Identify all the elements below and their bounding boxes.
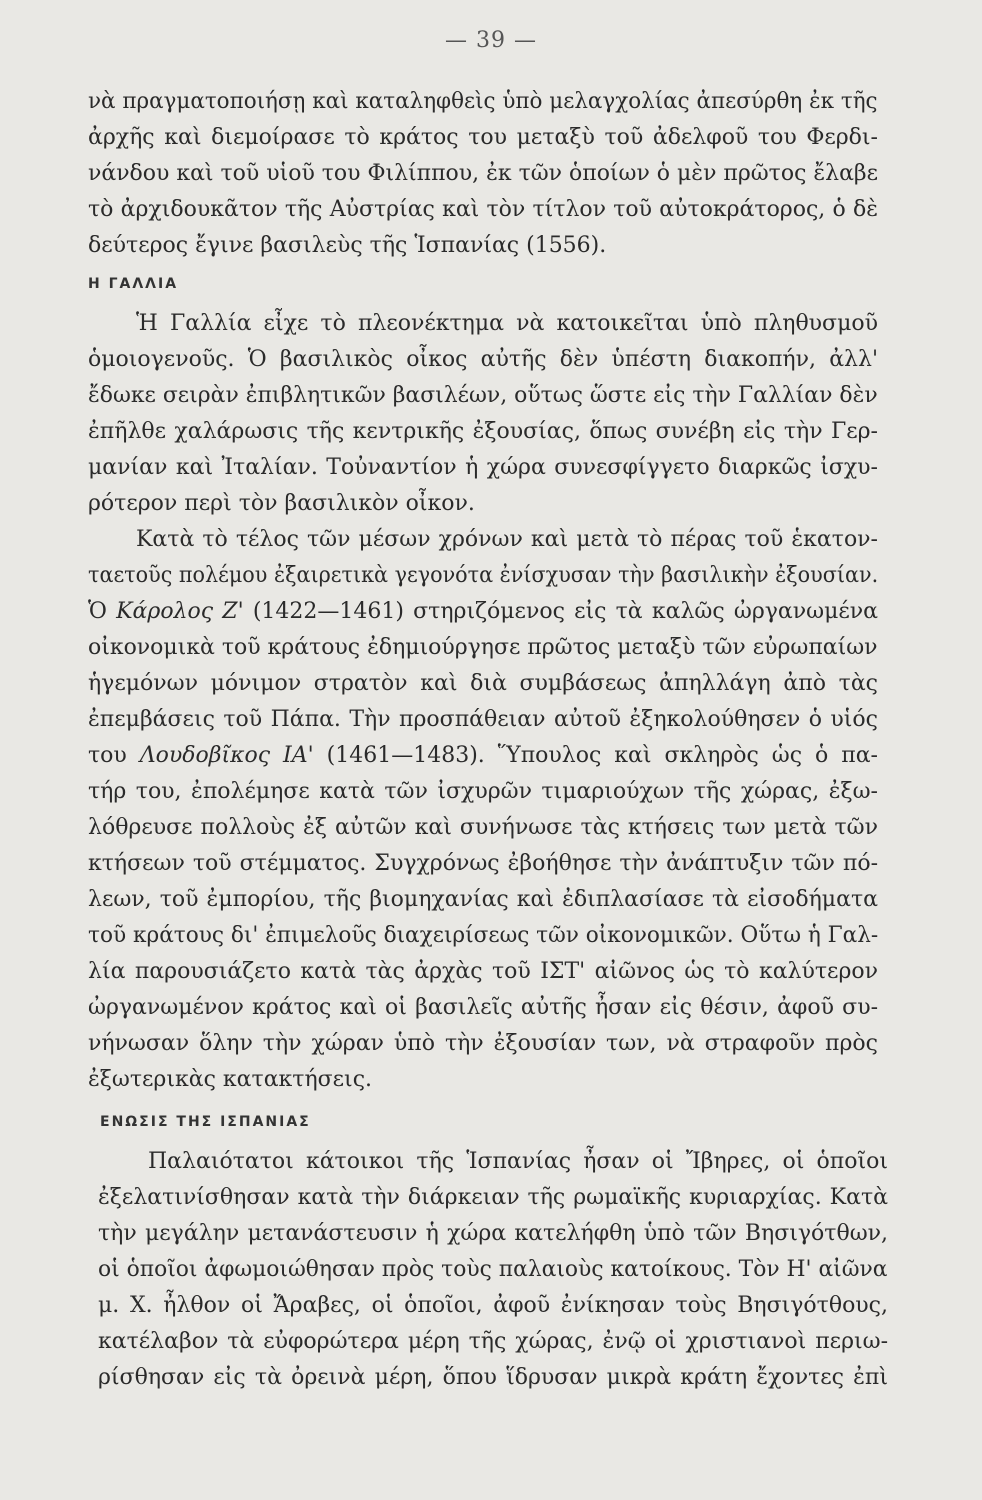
ruler-name: Λουδοβῖκος ΙΑ': [139, 743, 314, 768]
text-line: δεύτερος ἔγινε βασιλεὺς τῆς Ἱσπανίας (1556).: [88, 233, 607, 258]
text-line: ἀρχῆς καὶ διεμοίρασε τὸ κράτος του μεταξὺ τοῦ ἀδελφοῦ του Φερδι-: [88, 125, 878, 150]
text-line: κτήσεων τοῦ στέμματος. Συγχρόνως ἐβοήθησε τὴν ἀνάπτυξιν τῶν πό-: [88, 851, 878, 876]
section-heading-ispania: ΕΝΩΣΙΣ ΤΗΣ ΙΣΠΑΝΙΑΣ: [100, 1114, 311, 1130]
text-line: τὴν μεγάλην μετανάστευσιν ἡ χώρα κατελήφθη ὑπὸ τῶν Βησιγότθων,: [98, 1221, 888, 1246]
text-line: τήρ του, ἐπολέμησε κατὰ τῶν ἰσχυρῶν τιμαριούχων τῆς χώρας, ἐξω-: [88, 779, 878, 804]
text-line: ἐπεμβάσεις τοῦ Πάπα. Τὴν προσπάθειαν αὐτοῦ ἐξηκολούθησεν ὁ υἱός: [88, 707, 878, 732]
text-line-loudovikos: [88, 742, 878, 770]
page-number: — 39 —: [445, 28, 537, 53]
text-line: νὰ πραγματοποιήσῃ καὶ καταληφθεὶς ὑπὸ μελαγχολίας ἀπεσύρθη ἐκ τῆς: [88, 89, 878, 114]
text-line: Παλαιότατοι κάτοικοι τῆς Ἱσπανίας ἦσαν οἱ Ἴβηρες, οἱ ὁποῖοι: [148, 1149, 888, 1174]
text-run: Ὁ: [88, 599, 117, 624]
text-line: ρίσθησαν εἰς τὰ ὀρεινὰ μέρη, ὅπου ἵδρυσαν μικρὰ κράτη ἔχοντες ἐπὶ: [98, 1365, 888, 1390]
ruler-name: Κάρολος Ζ': [116, 599, 244, 624]
text-line: μανίαν καὶ Ἰταλίαν. Τοὐναντίον ἡ χώρα συνεσφίγγετο διαρκῶς ἰσχυ-: [88, 455, 878, 480]
text-line: Κατὰ τὸ τέλος τῶν μέσων χρόνων καὶ μετὰ τὸ πέρας τοῦ ἑκατον-: [136, 527, 878, 552]
text-line: ἐξωτερικὰς κατακτήσεις.: [88, 1067, 373, 1092]
text-line: ἡγεμόνων μόνιμον στρατὸν καὶ διὰ συμβάσεως ἀπηλλάγη ἀπὸ τὰς: [88, 671, 878, 696]
text-line: κατέλαβον τὰ εὐφορώτερα μέρη τῆς χώρας, ἐνῷ οἱ χριστιανοὶ περιω-: [98, 1329, 888, 1354]
text-line: τὸ ἀρχιδουκᾶτον τῆς Αὐστρίας καὶ τὸν τίτλον τοῦ αὐτοκράτορος, ὁ δὲ: [88, 197, 878, 222]
text-run: του: [88, 743, 140, 768]
section-heading-gallia: Η ΓΑΛΛΙΑ: [88, 276, 179, 292]
text-line: ἔδωκε σειρὰν ἐπιβλητικῶν βασιλέων, οὕτως ὥστε εἰς τὴν Γαλλίαν δὲν: [88, 383, 878, 408]
text-line: οἱ ὁποῖοι ἀφωμοιώθησαν πρὸς τοὺς παλαιοὺς κατοίκους. Τὸν Η' αἰῶνα: [98, 1257, 888, 1282]
text-line: ὠργανωμένον κράτος καὶ οἱ βασιλεῖς αὐτῆς ἦσαν εἰς θέσιν, ἀφοῦ συ-: [88, 995, 878, 1020]
text-run: (1422—1461) στηριζόμενος εἰς τὰ καλῶς ὠργανωμένα: [243, 599, 878, 624]
text-run: (1461—1483). Ὕπουλος καὶ σκληρὸς ὡς ὁ πα-: [313, 743, 878, 768]
text-line: Ἡ Γαλλία εἶχε τὸ πλεονέκτημα νὰ κατοικεῖται ὑπὸ πληθυσμοῦ: [136, 311, 878, 336]
text-line: ἐξελατινίσθησαν κατὰ τὴν διάρκειαν τῆς ρωμαϊκῆς κυριαρχίας. Κατὰ: [98, 1185, 888, 1210]
text-line: ἐπῆλθε χαλάρωσις τῆς κεντρικῆς ἐξουσίας, ὅπως συνέβη εἰς τὴν Γερ-: [88, 419, 878, 444]
text-line: οἰκονομικὰ τοῦ κράτους ἐδημιούργησε πρῶτος μεταξὺ τῶν εὐρωπαίων: [88, 635, 878, 660]
text-line-karolos: [88, 598, 878, 626]
text-line: ρότερον περὶ τὸν βασιλικὸν οἶκον.: [88, 491, 475, 516]
text-line: λεων, τοῦ ἐμπορίου, τῆς βιομηχανίας καὶ ἐδιπλασίασε τὰ εἰσοδήματα: [88, 887, 878, 912]
text-line: νήνωσαν ὅλην τὴν χώραν ὑπὸ τὴν ἐξουσίαν των, νὰ στραφοῦν πρὸς: [88, 1031, 878, 1056]
text-line: λόθρευσε πολλοὺς ἐξ αὐτῶν καὶ συνήνωσε τὰς κτήσεις των μετὰ τῶν: [88, 815, 878, 840]
text-line: ταετοῦς πολέμου ἐξαιρετικὰ γεγονότα ἐνίσχυσαν τὴν βασιλικὴν ἐξουσίαν.: [88, 563, 879, 588]
text-line: μ. Χ. ἦλθον οἱ Ἄραβες, οἱ ὁποῖοι, ἀφοῦ ἐνίκησαν τοὺς Βησιγότθους,: [98, 1293, 888, 1318]
text-line: νάνδου καὶ τοῦ υἱοῦ του Φιλίππου, ἐκ τῶν ὁποίων ὁ μὲν πρῶτος ἔλαβε: [88, 161, 879, 186]
text-line: ὁμοιογενοῦς. Ὁ βασιλικὸς οἶκος αὐτῆς δὲν ὑπέστη διακοπήν, ἀλλ': [88, 347, 878, 372]
text-line: τοῦ κράτους δι' ἐπιμελοῦς διαχειρίσεως τῶν οἰκονομικῶν. Οὕτω ἡ Γαλ-: [88, 923, 879, 948]
text-line: λία παρουσιάζετο κατὰ τὰς ἀρχὰς τοῦ ΙΣΤ' αἰῶνος ὡς τὸ καλύτερον: [88, 959, 878, 984]
